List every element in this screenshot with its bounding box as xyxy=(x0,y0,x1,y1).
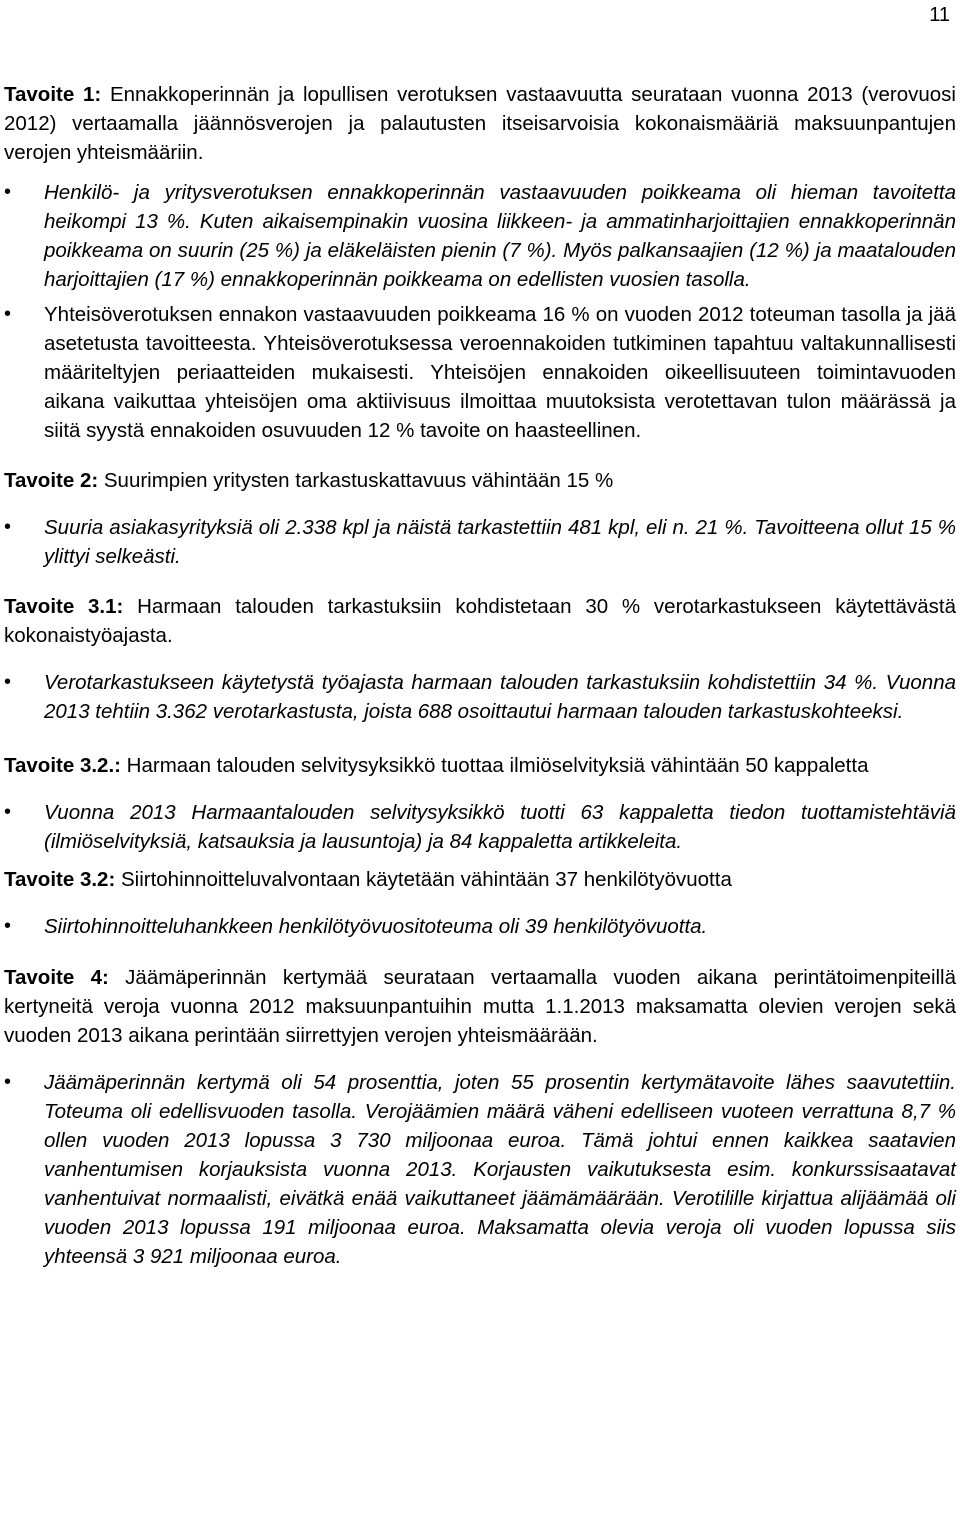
document-body xyxy=(4,80,956,1271)
goal-2-section xyxy=(4,466,956,571)
bullet-text-italic: Henkilö- ja yritysverotuksen ennakkoperinnän vastaavuuden poikkeama oli hieman tavoitetta heikompi 13 %. Kuten aikaisempinakin vuosina liikkeen- ja ammatinharjoittajien ennakkoperinnän poikkeama on suurin (25 %) ja eläkeläisten pienin (7 %). Myös palkansaajien (12 %) ja maatalouden harjoittajien (17 %) ennakkoperinnän poikkeama on edellisten vuosien tasolla. xyxy=(44,181,956,291)
goal-label: Tavoite 4: xyxy=(4,966,109,989)
goal-3-1-heading xyxy=(4,592,956,650)
list-item xyxy=(4,798,956,856)
goal-3-2-transfer-pricing-section xyxy=(4,865,956,941)
list-item xyxy=(4,178,956,294)
goal-1-section xyxy=(4,80,956,445)
goal-3-2-bullets xyxy=(4,798,956,856)
goal-label: Tavoite 3.1: xyxy=(4,595,124,618)
bullet-text-italic: Suuria asiakasyrityksiä oli 2.338 kpl ja näistä tarkastettiin 481 kpl, eli n. 21 %. Tavoitteena ollut 15 % ylittyi selkeästi. xyxy=(44,516,956,568)
page-number: 11 xyxy=(929,4,950,26)
goal-text: Harmaan talouden tarkastuksiin kohdistetaan 30 % verotarkastukseen käytettävästä kokonaistyöajasta. xyxy=(4,595,956,647)
goal-text: Suurimpien yritysten tarkastuskattavuus vähintään 15 % xyxy=(98,469,614,492)
goal-label: Tavoite 2: xyxy=(4,469,99,492)
goal-text: Siirtohinnoitteluvalvontaan käytetään vähintään 37 henkilötyövuotta xyxy=(115,868,732,891)
goal-2-heading xyxy=(4,466,956,495)
goal-text: Harmaan talouden selvitysyksikkö tuottaa ilmiöselvityksiä vähintään 50 kappaletta xyxy=(120,754,869,777)
bullet-text-italic: Siirtohinnoitteluhankkeen henkilötyövuositoteuma oli 39 henkilötyövuotta. xyxy=(44,915,708,938)
goal-3-2-transfer-pricing-heading xyxy=(4,865,956,894)
goal-label: Tavoite 3.2.: xyxy=(4,754,121,777)
goal-text: Ennakkoperinnän ja lopullisen verotuksen vastaavuutta seurataan vuonna 2013 (verovuosi 2012) vertaamalla jäännösverojen ja palautusten itseisarvoisia kokonaismääriä maksuunpantujen verojen yhteismääriin. xyxy=(4,83,956,164)
bullet-text-italic: Jäämäperinnän kertymä oli 54 prosenttia, joten 55 prosentin kertymätavoite lähes saavutettiin. Toteuma oli edellisvuoden tasolla. Verojäämien määrä väheni edelliseen vuoteen verrattuna 8,7 % ollen vuoden 2013 lopussa 3 730 miljoonaa euroa. Tämä johtui ennen kaikkea saatavien vanhentumisen korjauksista vuonna 2013. Korjausten vaikutuksesta esim. konkurssisaatavat vanhentuivat normaalisti, eivätkä enää vaikuttaneet jäämämäärään. Verotilille kirjattua alijäämää oli vuoden 2013 lopussa 191 miljoonaa euroa. Maksamatta olevia veroja oli vuoden lopussa siis yhteensä 3 921 miljoonaa euroa. xyxy=(44,1071,956,1268)
goal-label: Tavoite 3.2: xyxy=(4,868,116,891)
goal-3-1-bullets xyxy=(4,668,956,726)
goal-4-bullets xyxy=(4,1068,956,1271)
goal-3-2-heading xyxy=(4,751,956,780)
bullet-text: Yhteisöverotuksen ennakon vastaavuuden poikkeama 16 % on vuoden 2012 toteuman tasolla ja jää asetetusta tavoitteesta. Yhteisöverotuksessa veroennakoiden tutkiminen tapahtuu valtakunnallisesti määriteltyjen periaatteiden mukaisesti. Yhteisöjen ennakoiden oikeellisuuteen toimintavuoden aikana vaikuttaa yhteisöjen oma aktiivisuus ilmoittaa muutoksista verotettavan tulon määrässä ja siitä syystä ennakoiden osuvuuden 12 % tavoite on haasteellinen. xyxy=(44,303,956,442)
goal-2-bullets xyxy=(4,513,956,571)
goal-label: Tavoite 1: xyxy=(4,83,102,106)
goal-3-1-section xyxy=(4,592,956,726)
goal-4-heading xyxy=(4,963,956,1050)
goal-1-heading xyxy=(4,80,956,167)
bullet-text-italic: Vuonna 2013 Harmaantalouden selvitysyksikkö tuotti 63 kappaletta tiedon tuottamistehtäviä (ilmiöselvityksiä, katsauksia ja lausuntoja) ja 84 kappaletta artikkeleita. xyxy=(44,801,956,853)
list-item xyxy=(4,1068,956,1271)
list-item xyxy=(4,513,956,571)
goal-3-2-transfer-pricing-bullets xyxy=(4,912,956,941)
list-item xyxy=(4,300,956,445)
goal-3-2-section xyxy=(4,751,956,856)
goal-4-section xyxy=(4,963,956,1271)
list-item xyxy=(4,912,956,941)
bullet-text-italic: Verotarkastukseen käytetystä työajasta harmaan talouden tarkastuksiin kohdistettiin 34 %. Vuonna 2013 tehtiin 3.362 verotarkastusta, joista 688 osoittautui harmaan talouden tarkastuskohteeksi. xyxy=(44,671,956,723)
goal-text: Jäämäperinnän kertymää seurataan vertaamalla vuoden aikana perintätoimenpiteillä kertyneitä veroja vuonna 2012 maksuunpantuihin mutta 1.1.2013 maksamatta olevien verojen sekä vuoden 2013 aikana perintään siirrettyjen verojen yhteismäärään. xyxy=(4,966,957,1047)
list-item xyxy=(4,668,956,726)
goal-1-bullets xyxy=(4,178,956,445)
